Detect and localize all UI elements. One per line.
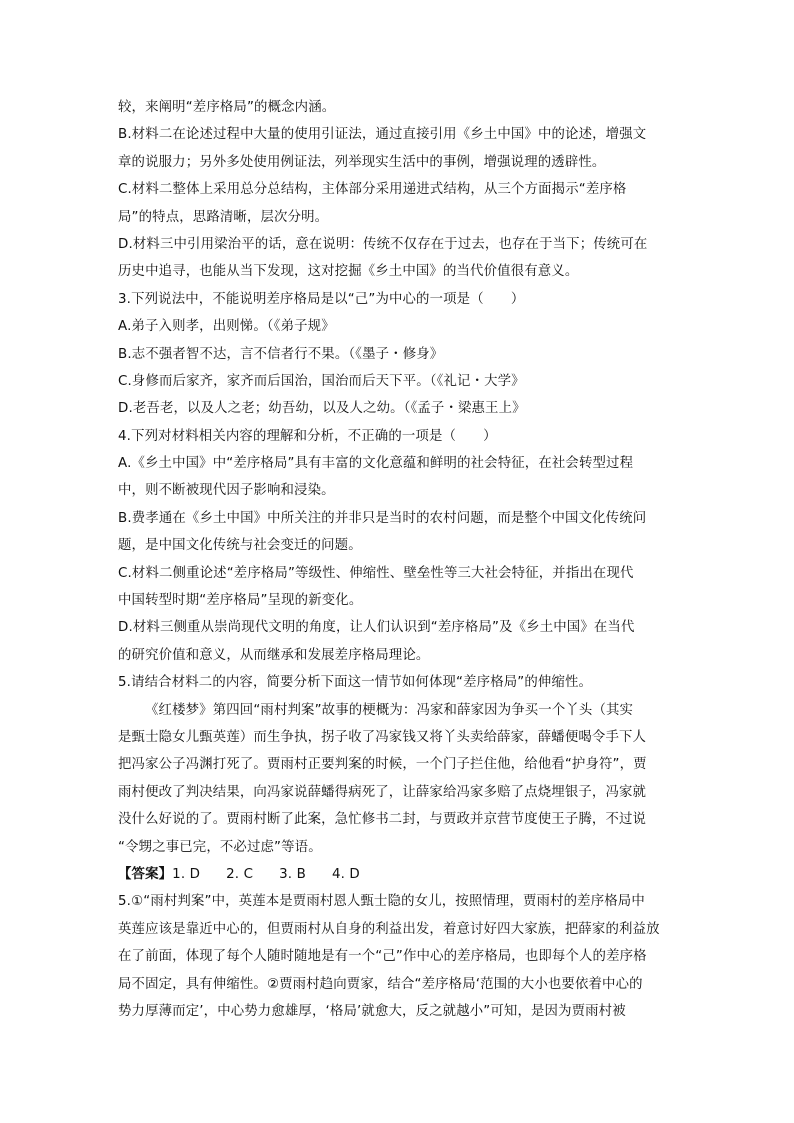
question-3: 3.下列说法中，不能说明差序格局是以“己”为中心的一项是（ ） — [118, 291, 525, 307]
analysis-line: 势力厚薄而定’，中心势力愈雄厚，‘格局’就愈大，反之就越小”可知，是因为贾雨村被 — [118, 1003, 626, 1019]
text-line: 中国转型时期“差序格局”呈现的新变化。 — [118, 593, 363, 609]
answer-item: 3. B — [279, 866, 306, 882]
story-paragraph-line: 是甄士隐女儿甄英莲）而生争执，拐子收了冯家钱又将丫头卖给薛家，薛蟠便喝令手下人 — [118, 729, 647, 745]
story-paragraph-line: 没什么好说的了。贾雨村断了此案，急忙修书二封，与贾政并京营节度使王子腾，不过说 — [118, 812, 647, 828]
analysis-line: 在了前面，体现了每个人随时随地是有一个“己”作中心的差序格局，也即每个人的差序格 — [118, 949, 647, 965]
text-line: 局”的特点，思路清晰，层次分明。 — [118, 209, 329, 225]
q3-option-a: A.弟子入则孝，出则悌。（《弟子规》 — [118, 319, 335, 335]
question-4: 4.下列对材料相关内容的理解和分析，不正确的一项是（ ） — [118, 428, 497, 444]
document-page — [118, 94, 678, 1025]
story-paragraph-line: 把冯家公子冯渊打死了。贾雨村正要判案的时候，一个门子拦住他，给他看“护身符”，贾 — [118, 757, 647, 773]
text-line: 中，则不断被现代因子影响和浸染。 — [118, 483, 335, 499]
q4-option-c: C.材料二侧重论述“差序格局”等级性、伸缩性、壁垒性等三大社会特征，并指出在现代 — [118, 565, 634, 581]
q3-option-b: B.志不强者智不达，言不信者行不果。（《墨子・修身》 — [118, 346, 444, 362]
q4-option-b: B.费孝通在《乡土中国》中所关注的并非只是当时的农村问题，而是整个中国文化传统问 — [118, 510, 647, 526]
option-c-text: C.材料二整体上采用总分总结构，主体部分采用递进式结构，从三个方面揭示“差序格 — [118, 182, 627, 198]
story-paragraph-line: 雨村便改了判决结果，向冯家说薛蟠得病死了，让薛家给冯家多赔了点烧埋银子，冯家就 — [118, 784, 647, 800]
q4-option-a: A.《乡土中国》中“差序格局”具有丰富的文化意蕴和鲜明的社会特征，在社会转型过程 — [118, 456, 634, 472]
answer-item: 1. D — [172, 866, 201, 882]
question-5: 5.请结合材料二的内容，简要分析下面这一情节如何体现“差序格局”的伸缩性。 — [118, 675, 593, 691]
q4-option-d: D.材料三侧重从崇尚现代文明的角度，让人们认识到“差序格局”及《乡土中国》在当代 — [118, 620, 635, 636]
answer-item: 4. D — [331, 866, 360, 882]
answer-label: 【答案】 — [118, 866, 173, 882]
option-d-text: D.材料三中引用梁治平的话，意在说明：传统不仅存在于过去，也存在于当下；传统可在 — [118, 236, 648, 252]
text-line: 章的说服力；另外多处使用例证法，列举现实生活中的事例，增强说理的透辟性。 — [118, 154, 606, 170]
analysis-line: 5.①“雨村判案”中，英莲本是贾雨村恩人甄士隐的女儿，按照情理，贾雨村的差序格局中 — [118, 894, 645, 910]
q3-option-d: D.老吾老，以及人之老；幼吾幼，以及人之幼。（《孟子・梁惠王上》 — [118, 401, 526, 417]
text-line: 题，是中国文化传统与社会变迁的问题。 — [118, 538, 362, 554]
text-line: 历史中追寻，也能从当下发现，这对挖掘《乡土中国》的当代价值很有意义。 — [118, 264, 579, 280]
analysis-line: 英莲应该是靠近中心的，但贾雨村从自身的利益出发，着意讨好四大家族，把薛家的利益放 — [118, 921, 660, 937]
option-b-text: B.材料二在论述过程中大量的使用引证法，通过直接引用《乡土中国》中的论述，增强文 — [118, 127, 647, 143]
analysis-line: 局不固定，具有伸缩性。②贾雨村趋向贾家，结合“差序格局‘范围的大小也要依着中心的 — [118, 976, 643, 992]
story-paragraph-line: 《红楼梦》第四回“雨村判案”故事的梗概为：冯家和薛家因为争买一个丫头（其实 — [145, 702, 634, 718]
q3-option-c: C.身修而后家齐，家齐而后国治，国治而后天下平。（《礼记・大学》 — [118, 373, 525, 389]
answer-item: 2. C — [226, 866, 254, 882]
answer-line — [118, 861, 678, 888]
text-line: 较，来阐明“差序格局”的概念内涵。 — [118, 100, 336, 115]
text-line: 的研究价值和意义，从而继承和发展差序格局理论。 — [118, 647, 430, 663]
story-paragraph-line: “令甥之事已完，不必过虑”等语。 — [118, 839, 322, 855]
